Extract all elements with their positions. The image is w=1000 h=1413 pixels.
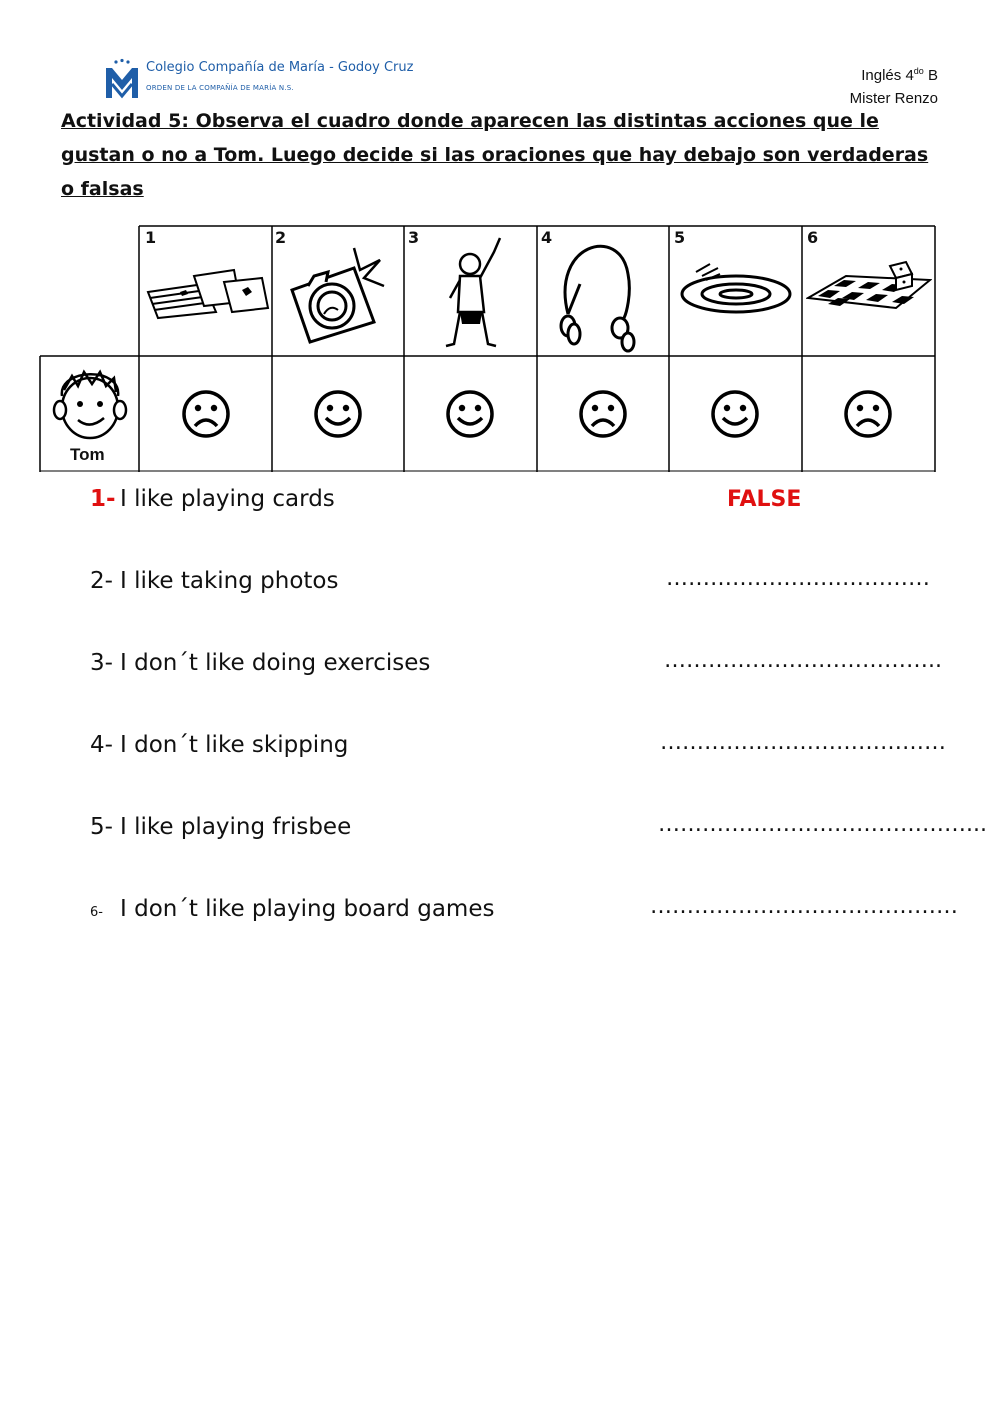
column-number-6: 6	[807, 228, 819, 247]
column-number-3: 3	[408, 228, 420, 247]
answer-blank-3[interactable]: ………………………………..	[664, 648, 942, 673]
sad-face-icon	[577, 388, 629, 440]
skipping-rope-icon	[550, 234, 660, 354]
answer-blank-6[interactable]: ……………………………………	[650, 894, 958, 919]
activity-label: Actividad 5	[61, 110, 182, 132]
happy-face-icon	[312, 388, 364, 440]
school-subtitle: ORDEN DE LA COMPAÑÍA DE MARÍA N.S.	[146, 84, 294, 92]
school-logo	[104, 58, 414, 102]
playing-cards-icon	[144, 262, 270, 322]
sad-face-icon	[180, 388, 232, 440]
sentence-6: 6- I don´t like playing board games	[90, 896, 495, 922]
answer-blank-2[interactable]: ………………………………	[666, 566, 930, 591]
column-number-4: 4	[541, 228, 553, 247]
teacher-name: Mister Renzo	[849, 90, 938, 107]
sad-face-icon	[842, 388, 894, 440]
sentence-1: 1- I like playing cards	[90, 486, 335, 512]
exercising-boy-icon	[430, 232, 510, 352]
course-line: Inglés $4^{do}$ B	[861, 66, 938, 84]
answer-blank-4[interactable]: …………………………………	[660, 730, 946, 755]
tom-face-icon	[48, 362, 132, 446]
school-crest-icon	[104, 58, 140, 102]
activity-text: Observa el cuadro donde aparecen las distintas acciones que le gustan o no a Tom. Luego decide si las oraciones que hay debajo son verdaderas o falsas	[61, 110, 929, 200]
school-name: Colegio Compañía de María - Godoy Cruz	[146, 60, 414, 75]
board-game-icon	[806, 258, 932, 318]
sentence-3: 3- I don´t like doing exercises	[90, 650, 431, 676]
answer-1: FALSE	[727, 487, 802, 512]
column-number-1: 1	[145, 228, 157, 247]
camera-icon	[284, 240, 392, 348]
answer-blank-5[interactable]: ……………………………………...	[658, 812, 987, 837]
activity-instructions: Actividad 5: Observa el cuadro donde aparecen las distintas acciones que le gustan o no a Tom. Luego decide si las oraciones que hay debajo son verdaderas o falsas	[61, 110, 929, 200]
column-number-5: 5	[674, 228, 686, 247]
sentence-2: 2- I like taking photos	[90, 568, 339, 594]
frisbee-icon	[676, 258, 796, 318]
row-label-tom: Tom	[70, 445, 105, 464]
column-number-2: 2	[275, 228, 287, 247]
sentence-5: 5- I like playing frisbee	[90, 814, 352, 840]
sentence-4: 4- I don´t like skipping	[90, 732, 349, 758]
course-info	[850, 60, 938, 110]
happy-face-icon	[444, 388, 496, 440]
happy-face-icon	[709, 388, 761, 440]
